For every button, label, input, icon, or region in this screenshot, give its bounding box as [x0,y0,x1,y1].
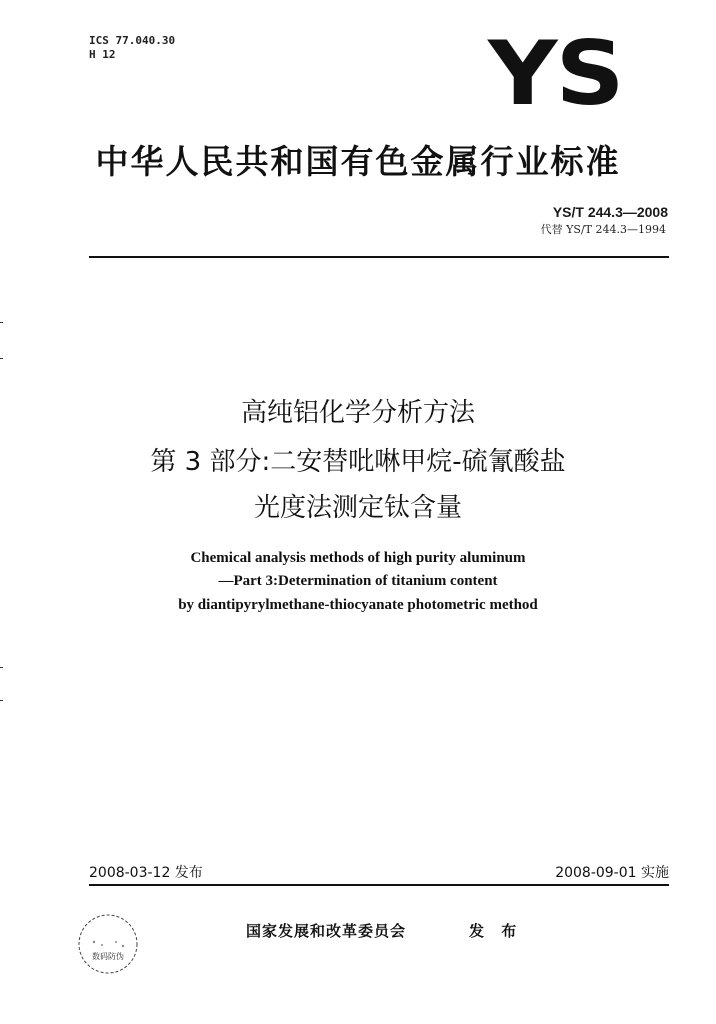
replaces-standard: 代替 YS/T 244.3—1994 [540,223,666,236]
classification-code: H 12 [89,48,116,61]
anti-counterfeit-seal-icon [76,912,140,976]
top-divider [89,256,669,258]
implement-date: 2008-09-01 实施 [555,865,669,881]
ys-logo: YS [488,22,623,126]
title-cn-line1: 高纯铝化学分析方法 [240,398,475,428]
ics-code: ICS 77.040.30 [89,34,176,47]
seal-text: 数码防伪 [92,952,124,961]
margin-mark [0,667,3,668]
publish-date: 2008-03-12 发布 [89,865,203,881]
margin-mark [0,700,3,701]
issue-label: 发 布 [469,922,523,940]
organization-title: 中华人民共和国有色金属行业标准 [95,142,621,181]
bottom-divider [89,884,669,886]
title-en-line1: Chemical analysis methods of high purity aluminum [190,550,526,566]
standard-number: YS/T 244.3—2008 [552,204,668,220]
issuing-authority: 国家发展和改革委员会 [246,922,407,940]
margin-mark [0,358,3,359]
title-en-line3: by diantipyrylmethane-thiocyanate photometric method [178,597,538,613]
ics-code-block [89,34,175,62]
margin-mark [0,322,3,323]
title-cn-line3: 光度法测定钛含量 [253,493,462,523]
title-cn-line2: 第 3 部分:二安替吡啉甲烷-硫氰酸盐 [150,447,566,477]
title-en-line2: —Part 3:Determination of titanium content [218,573,498,589]
